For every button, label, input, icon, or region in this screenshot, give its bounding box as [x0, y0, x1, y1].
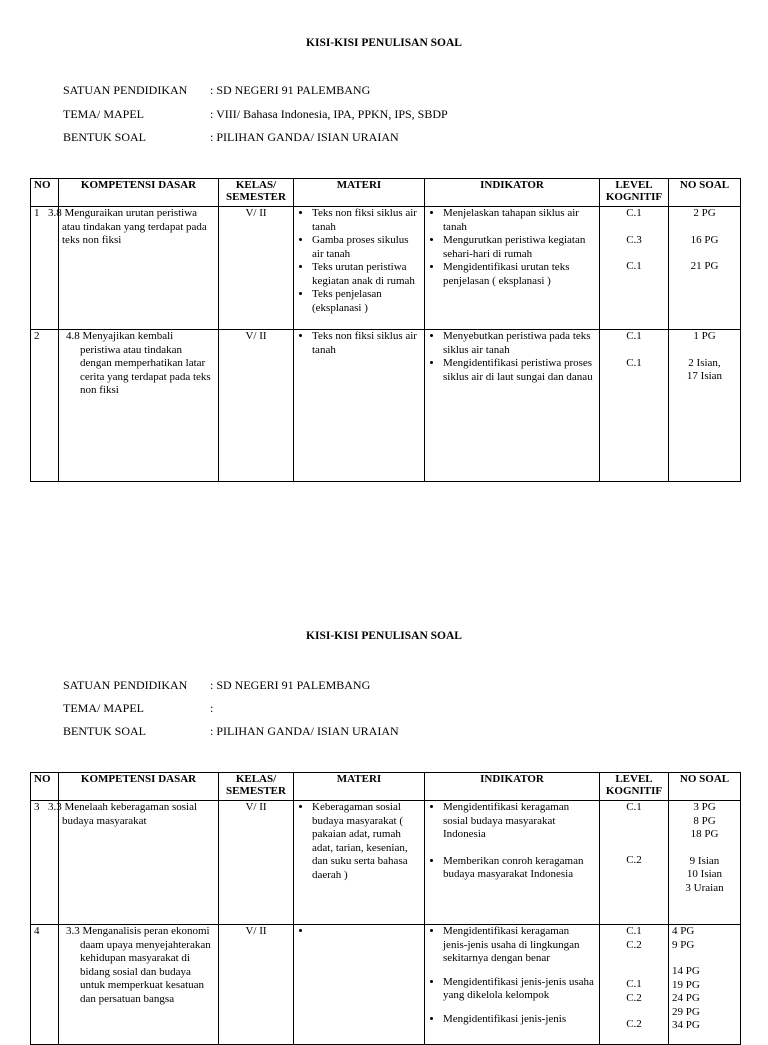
- col-header-nosoal: NO SOAL: [669, 179, 741, 207]
- meta-label: TEMA/ MAPEL: [63, 107, 144, 121]
- nosoal-value: 3 PG: [693, 801, 716, 813]
- kisi-table: [30, 178, 741, 482]
- col-header-indikator: INDIKATOR: [425, 179, 600, 207]
- meta-label: BENTUK SOAL: [63, 724, 146, 738]
- meta-value: : PILIHAN GANDA/ ISIAN URAIAN: [210, 724, 399, 738]
- cell-kompetensi: 3.8 Menguraikan urutan peristiwa atau tindakan yang terdapat pada teks non fiksi: [59, 207, 219, 330]
- list-item: • Memberikan conroh keragaman budaya masyarakat Indonesia: [443, 855, 596, 882]
- nosoal-value: 19 PG: [672, 978, 700, 991]
- list-item: • Teks urutan peristiwa kegiatan anak di rumah: [312, 261, 421, 288]
- nosoal-value: 3 Uraian: [685, 881, 724, 894]
- nosoal-value: 17 Isian: [686, 370, 723, 382]
- cell-no: 4: [31, 925, 59, 1045]
- cell-indikator: [425, 925, 600, 1045]
- nosoal-value: 9 Isian: [689, 854, 720, 867]
- cell-no: 3: [31, 801, 59, 925]
- col-header-kelas: KELAS/ SEMESTER: [219, 773, 294, 801]
- nosoal-value: 4 PG: [672, 925, 695, 937]
- col-header-level: LEVEL KOGNITIF: [600, 179, 669, 207]
- table-row: [31, 330, 741, 482]
- meta-label: TEMA/ MAPEL: [63, 701, 144, 715]
- table-header-row: [31, 773, 741, 801]
- cell-materi: [294, 801, 425, 925]
- level-value: C.1: [626, 330, 642, 342]
- nosoal-value: 9 PG: [672, 938, 695, 951]
- nosoal-value: 16 PG: [690, 233, 719, 246]
- cell-indikator: [425, 330, 600, 482]
- list-item: • Mengidentifikasi keragaman sosial budaya masyarakat Indonesia: [443, 801, 596, 842]
- page-title: KISI-KISI PENULISAN SOAL: [306, 37, 462, 49]
- level-value: C.1: [626, 978, 642, 990]
- nosoal-value: 2 PG: [693, 207, 716, 219]
- level-value: C.1: [626, 925, 642, 937]
- col-header-kompetensi: KOMPETENSI DASAR: [59, 773, 219, 801]
- level-value: C.3: [626, 233, 642, 246]
- nosoal-value: 10 Isian: [686, 868, 723, 880]
- cell-no: 1: [31, 207, 59, 330]
- nosoal-value: 34 PG: [672, 1019, 700, 1031]
- list-item: • Teks non fiksi siklus air tanah: [312, 330, 421, 357]
- list-item: • Menyebutkan peristiwa pada teks siklus air tanah: [443, 330, 596, 357]
- table-row: [31, 801, 741, 925]
- cell-materi: [294, 330, 425, 482]
- cell-materi: [294, 207, 425, 330]
- cell-indikator: [425, 801, 600, 925]
- col-header-no: NO: [31, 773, 59, 801]
- cell-indikator: [425, 207, 600, 330]
- nosoal-value: 1 PG: [693, 330, 716, 342]
- meta-value: : SD NEGERI 91 PALEMBANG: [210, 678, 371, 692]
- nosoal-value: 29 PG: [672, 1005, 700, 1018]
- level-value: C.2: [626, 1018, 642, 1030]
- meta-value: : VIII/ Bahasa Indonesia, IPA, PPKN, IPS, SBDP: [210, 107, 448, 121]
- cell-kelas: V/ II: [219, 207, 294, 330]
- list-item: • Mengidentifikasi keragaman jenis-jenis usaha di lingkungan sekitarnya dengan benar: [443, 925, 596, 966]
- nosoal-value: 21 PG: [690, 260, 719, 272]
- cell-materi: [294, 925, 425, 1045]
- level-value: C.2: [626, 938, 642, 951]
- cell-level: [600, 207, 669, 330]
- cell-kompetensi: 3.3 Menganalisis peran ekonomi daam upaya menyejahterakan kehidupan masyarakat di bidang sosial dan budaya untuk memperkuat kesatuan dan persatuan bangsa: [59, 925, 219, 1045]
- nosoal-value: 18 PG: [690, 828, 719, 840]
- table-row: [31, 925, 741, 1045]
- col-header-no: NO: [31, 179, 59, 207]
- cell-kompetensi: 4.8 Menyajikan kembali peristiwa atau tindakan dengan memperhatikan latar cerita yang terdapat pada teks non fiksi: [59, 330, 219, 482]
- col-header-kelas: KELAS/ SEMESTER: [219, 179, 294, 207]
- level-value: C.2: [626, 853, 642, 866]
- col-header-kompetensi: KOMPETENSI DASAR: [59, 179, 219, 207]
- table-header-row: [31, 179, 741, 207]
- meta-value: : SD NEGERI 91 PALEMBANG: [210, 83, 371, 97]
- nosoal-value: 14 PG: [672, 965, 700, 977]
- nosoal-value: 8 PG: [693, 814, 716, 827]
- meta-label: SATUAN PENDIDIKAN: [63, 83, 188, 97]
- col-header-materi: MATERI: [294, 179, 425, 207]
- cell-kelas: V/ II: [219, 925, 294, 1045]
- cell-nosoal: [669, 207, 741, 330]
- cell-no: 2: [31, 330, 59, 482]
- list-item: [312, 925, 421, 939]
- cell-kelas: V/ II: [219, 330, 294, 482]
- col-header-nosoal: NO SOAL: [669, 773, 741, 801]
- cell-kelas: V/ II: [219, 801, 294, 925]
- table-row: [31, 207, 741, 330]
- list-item: • Mengidentifikasi peristiwa proses siklus air di laut sungai dan danau: [443, 357, 596, 384]
- cell-nosoal: [669, 801, 741, 925]
- level-value: C.1: [626, 801, 642, 813]
- cell-kompetensi: 3.3 Menelaah keberagaman sosial budaya masyarakat: [59, 801, 219, 925]
- level-value: C.1: [626, 207, 642, 219]
- list-item: • Mengidentifikasi jenis-jenis: [443, 1013, 596, 1027]
- col-header-indikator: INDIKATOR: [425, 773, 600, 801]
- col-header-materi: MATERI: [294, 773, 425, 801]
- list-item: • Keberagaman sosial budaya masyarakat ( pakaian adat, rumah adat, tarian, kesenian, dan suku serta bahasa daerah ): [312, 801, 421, 882]
- page-title: KISI-KISI PENULISAN SOAL: [306, 630, 462, 642]
- list-item: • Mengidentifikasi jenis-jenis usaha yang dikelola kelompok: [443, 976, 596, 1003]
- list-item: • Mengidentifikasi urutan teks penjelasan ( eksplanasi ): [443, 261, 596, 288]
- cell-level: [600, 925, 669, 1045]
- meta-value: : PILIHAN GANDA/ ISIAN URAIAN: [210, 130, 399, 144]
- list-item: • Gamba proses sikulus air tanah: [312, 234, 421, 261]
- cell-level: [600, 330, 669, 482]
- meta-value: :: [210, 701, 214, 715]
- meta-label: SATUAN PENDIDIKAN: [63, 678, 188, 692]
- list-item: • Teks non fiksi siklus air tanah: [312, 207, 421, 234]
- cell-level: [600, 801, 669, 925]
- kisi-table: [30, 772, 741, 1045]
- level-value: C.1: [626, 356, 642, 369]
- meta-label: BENTUK SOAL: [63, 130, 146, 144]
- nosoal-value: 2 Isian,: [688, 356, 721, 369]
- col-header-level: LEVEL KOGNITIF: [600, 773, 669, 801]
- list-item: • Menjelaskan tahapan siklus air tanah: [443, 207, 596, 234]
- cell-nosoal: [669, 330, 741, 482]
- list-item: • Mengurutkan peristiwa kegiatan sehari-hari di rumah: [443, 234, 596, 261]
- nosoal-value: 24 PG: [672, 992, 700, 1004]
- list-item: • Teks penjelasan (eksplanasi ): [312, 288, 421, 315]
- cell-nosoal: [669, 925, 741, 1045]
- level-value: C.2: [626, 991, 642, 1004]
- level-value: C.1: [626, 260, 642, 272]
